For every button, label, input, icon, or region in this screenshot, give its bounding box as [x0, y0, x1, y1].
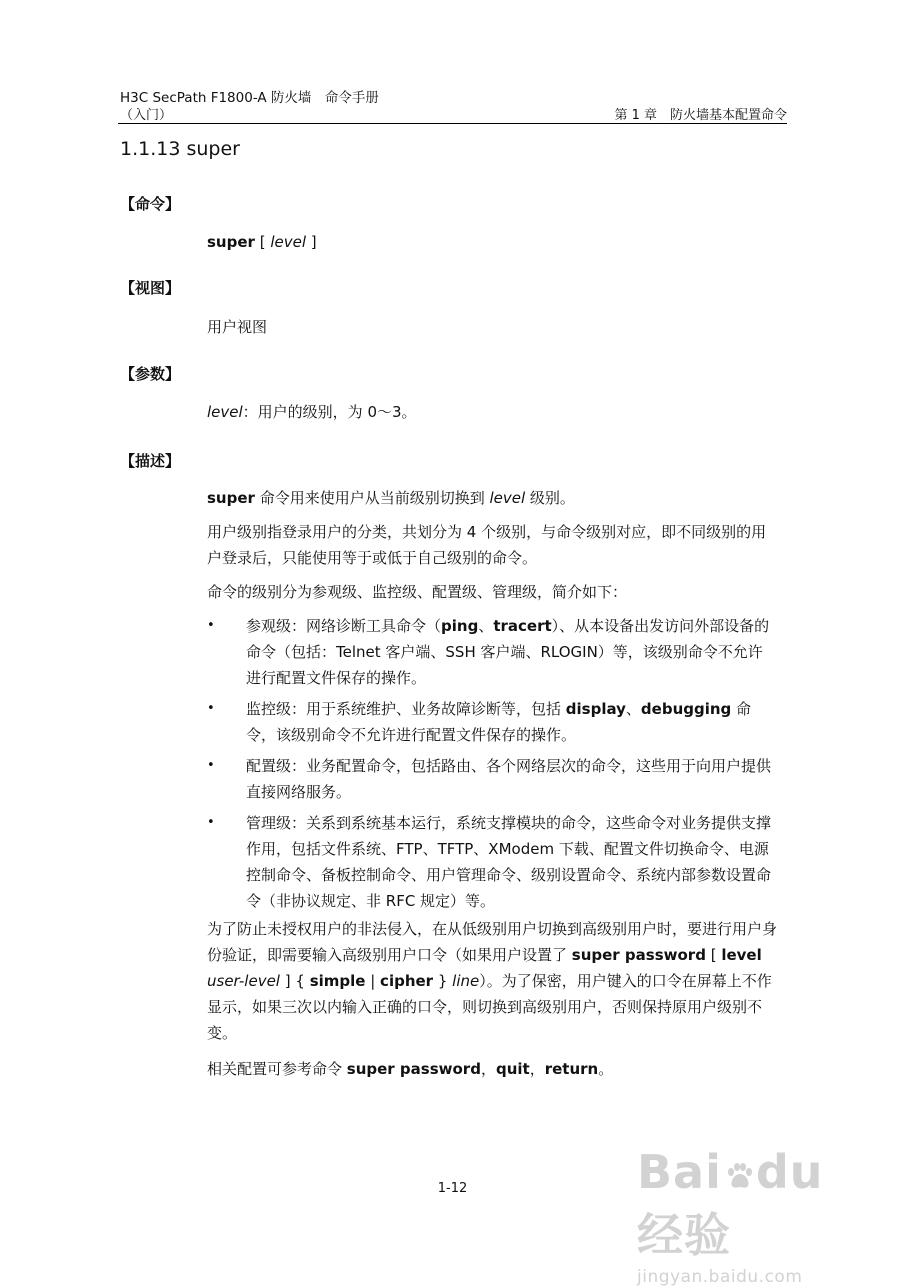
kw: display: [565, 700, 626, 718]
bullet-icon: •: [207, 618, 215, 633]
kw: return: [544, 1060, 599, 1078]
text: ] {: [279, 972, 310, 990]
kw: simple: [309, 972, 366, 990]
level-list: [207, 613, 777, 914]
arg: user-level: [207, 972, 280, 990]
list-item: [207, 613, 777, 691]
list-item: [207, 810, 777, 914]
text: 、: [478, 617, 494, 635]
label-params: 【参数】: [120, 365, 181, 383]
kw: quit: [495, 1060, 530, 1078]
desc-paragraph-5: [207, 1056, 777, 1082]
text: ，: [529, 1060, 545, 1078]
label-command: 【命令】: [120, 195, 181, 213]
command-syntax: [207, 229, 777, 255]
text: [: [705, 946, 722, 964]
watermark-logo: [637, 1145, 847, 1265]
text: 命令用来使用户从当前级别切换到: [254, 489, 490, 507]
label-description: 【描述】: [120, 452, 181, 470]
arg-level: level: [489, 489, 526, 507]
text: 监控级：用于系统维护、业务故障诊断等，包括: [246, 700, 566, 718]
page-number: 1-12: [437, 1181, 468, 1196]
text: 。: [598, 1060, 614, 1078]
text: ，: [480, 1060, 496, 1078]
command-bracket-open: [: [254, 233, 271, 251]
bullet-icon: •: [207, 758, 215, 773]
list-item: [207, 696, 777, 748]
bullet-icon: •: [207, 701, 215, 716]
view-text: 用户视图: [207, 318, 268, 336]
param-name: level: [207, 403, 243, 421]
text: }: [433, 972, 453, 990]
command-keyword: super: [207, 233, 255, 251]
desc-paragraph-3: 命令的级别分为参观级、监控级、配置级、管理级，简介如下：: [207, 583, 628, 601]
text: ）。为了保密，用户键入的口令在屏幕上不作显示，如果三次以内输入正确的口令，则切换到高级别用户，否则保持原用户级别不变。: [207, 972, 772, 1042]
description-body: [207, 485, 777, 1090]
text: |: [365, 972, 381, 990]
text: 管理级：关系到系统基本运行，系统支撑模块的命令，这些命令对业务提供支撑作用，包括文件系统、FTP、TFTP、XModem 下载、配置文件切换命令、电源控制命令、备板控制命令、用户管理命令、级别设置命令、系统内部参数设置命令（非协议规定、非 RFC 规定）等。: [246, 814, 772, 910]
label-view: 【视图】: [120, 279, 181, 297]
desc-paragraph-1: [207, 485, 777, 511]
text: 级别。: [525, 489, 575, 507]
kw: level: [721, 946, 762, 964]
kw: debugging: [640, 700, 732, 718]
watermark-logo-du: du: [755, 1145, 824, 1199]
text: 、: [625, 700, 641, 718]
watermark-logo-right: 经验: [637, 1208, 731, 1262]
command-arg: level: [270, 233, 306, 251]
kw-super: super: [207, 489, 255, 507]
kw: cipher: [380, 972, 434, 990]
arg: line: [452, 972, 480, 990]
kw: super password: [571, 946, 706, 964]
param-text: ：用户的级别，为 0～3。: [242, 403, 417, 421]
header-divider: [118, 123, 787, 124]
text: ）、从本设备出发访问外部设备的命令（包括：Telnet 客户端、SSH 客户端、RLOGIN）等，该级别命令不允许进行配置文件保存的操作。: [246, 617, 770, 687]
text: 命令，该级别命令不允许进行配置文件保存的操作。: [246, 700, 752, 744]
command-bracket-close: ]: [305, 233, 317, 251]
desc-paragraph-2: 用户级别指登录用户的分类，共划分为 4 个级别，与命令级别对应，即不同级别的用户登录后，只能使用等于或低于自己级别的命令。: [207, 523, 767, 567]
text: 配置级：业务配置命令，包括路由、各个网络层次的命令，这些用于向用户提供直接网络服务。: [246, 757, 772, 801]
paw-icon: [724, 1161, 754, 1191]
param-line: [207, 399, 777, 425]
kw: tracert: [493, 617, 552, 635]
header-chapter: 第 1 章 防火墙基本配置命令: [614, 108, 787, 123]
text: 相关配置可参考命令: [207, 1060, 347, 1078]
header-volume: （入门）: [120, 108, 173, 123]
section-title: 1.1.13 super: [120, 138, 240, 160]
watermark-url: jingyan.baidu.com: [637, 1267, 803, 1287]
bullet-icon: •: [207, 815, 215, 830]
kw: super password: [346, 1060, 481, 1078]
watermark-logo-left: Bai: [637, 1145, 722, 1199]
watermark: [637, 1145, 847, 1287]
text: 为了防止未授权用户的非法侵入，在从低级别用户切换到高级别用户时，要进行用户身份验证，即需要输入高级别用户口令（如果用户设置了: [207, 920, 778, 964]
header-product-line: H3C SecPath F1800-A 防火墙 命令手册: [120, 90, 379, 106]
desc-paragraph-4: [207, 916, 777, 1046]
kw: ping: [441, 617, 479, 635]
text: 参观级：网络诊断工具命令（: [246, 617, 442, 635]
list-item: [207, 753, 777, 805]
